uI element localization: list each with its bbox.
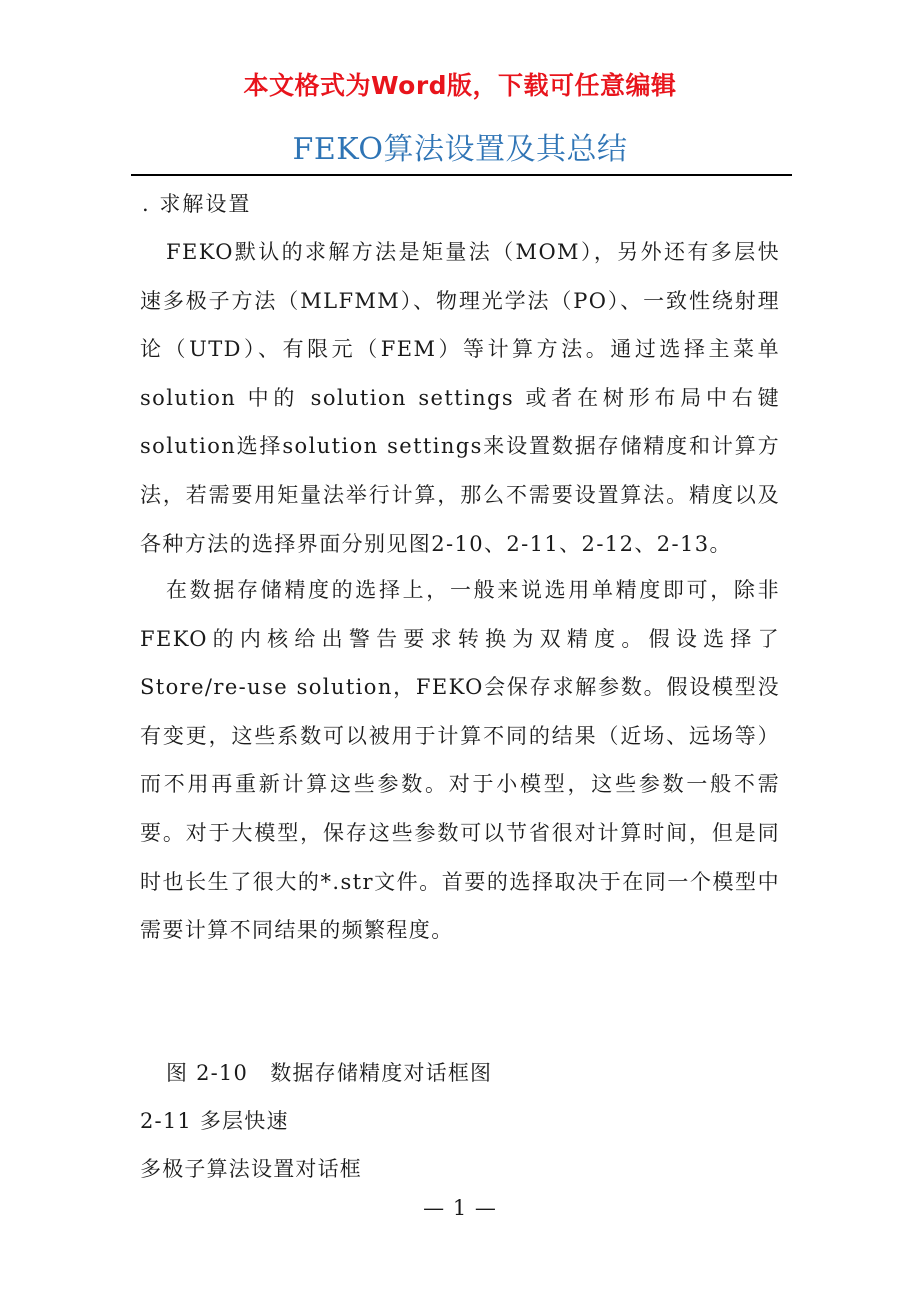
section-heading: . 求解设置 <box>142 192 252 216</box>
page-number: — 1 — <box>423 1196 497 1220</box>
title-divider <box>131 174 792 176</box>
body-paragraph-2: 在数据存储精度的选择上，一般来说选用单精度即可，除非FEKO的内核给出警告要求转换为双精度。假设选择了Store/re-use solution，FEKO会保存求解参数。假设模型没有变更，这些系数可以被用于计算不同的结果（近场、远场等）而不用再重新计算这些参数。对于小模型，这些参数一般不需要。对于大模型，保存这些参数可以节省很对计算时间，但是同时也长生了很大的*.str文件。首要的选择取决于在同一个模型中需要计算不同结果的频繁程度。 <box>140 578 780 943</box>
figure-captions <box>140 1049 782 1193</box>
caption-fig-2-10: 图 2-10 数据存储精度对话框图 <box>166 1061 493 1085</box>
caption-fig-2-11-end: 多极子算法设置对话框 <box>140 1157 362 1181</box>
body-paragraph-1: FEKO默认的求解方法是矩量法（MOM），另外还有多层快速多极子方法（MLFMM）、物理光学法（PO）、一致性绕射理论（UTD）、有限元（FEM）等计算方法。通过选择主菜单 solution 中的 solution settings 或者在树形布局中右键solution选择solution settings来设置数据存储精度和计算方法，若需要用矩量法举行计算，那么不需要设置算法。精度以及各种方法的选择界面分别见图2-10、2-11、2-12、2-13。 <box>140 240 780 556</box>
download-banner: 本文格式为Word版，下载可任意编辑 <box>243 71 677 100</box>
document-title: FEKO算法设置及其总结 <box>292 132 628 167</box>
caption-fig-2-11-start: 2-11 多层快速 <box>140 1109 289 1133</box>
